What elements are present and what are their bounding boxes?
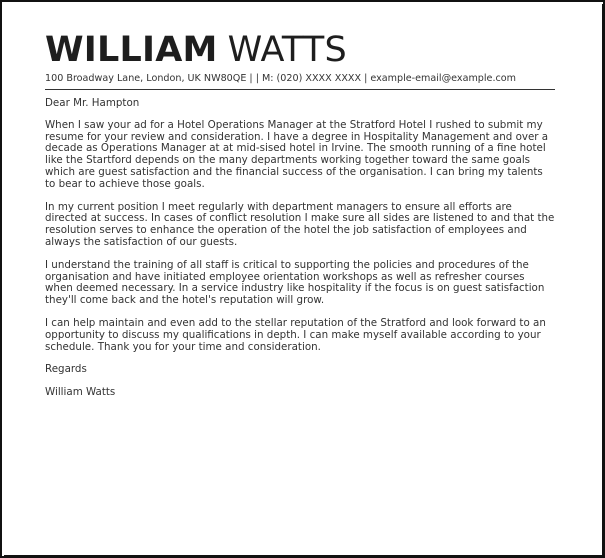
closing: Regards [45,363,87,376]
first-name: WILLIAM [45,30,218,70]
letter-document [45,28,555,410]
signature-name: William Watts [45,386,116,399]
salutation: Dear Mr. Hampton [45,97,140,109]
paragraph-2: In my current position I meet regularly with department managers to ensure all efforts are directed at success. In cases of conflict resolution I make sure all sides are listened to and that the resolution serves to enhance the operation of the hotel the job satisfaction of employees and always the satisfaction of our guests. [45,200,555,248]
paragraph-1: When I saw your ad for a Hotel Operations Manager at the Stratford Hotel I rushed to submit my resume for your review and consideration. I have a degree in Hospitality Management and over a decade as Operations Manager at at mid-sised hotel in Irvine. The smooth running of a fine hotel like the Startford depends on the many departments working together toward the same goals which are guest satisfaction and the financial success of the organisation. I can bring my talents to bear to achieve those goals. [45,118,549,190]
paragraph-3: I understand the training of all staff is critical to supporting the policies and procedures of the organisation and have initiated employee orientation workshops as well as refresher courses when deemed necessary. In a service industry like hospitality if the focus is on guest satisfaction they'll come back and the hotel's reputation will grow. [45,258,545,307]
last-name: WATTS [227,30,347,70]
letter-body [45,98,555,399]
paragraph-4: I can help maintain and even add to the stellar reputation of the Stratford and look forward to an opportunity to discuss my qualifications in depth. I can make myself available according to your schedule. Thank you for your time and consideration. [45,316,546,353]
contact-line: 100 Broadway Lane, London, UK NW80QE | | M: (020) XXXX XXXX | example-email@example.com [45,72,555,90]
applicant-name [45,28,555,72]
